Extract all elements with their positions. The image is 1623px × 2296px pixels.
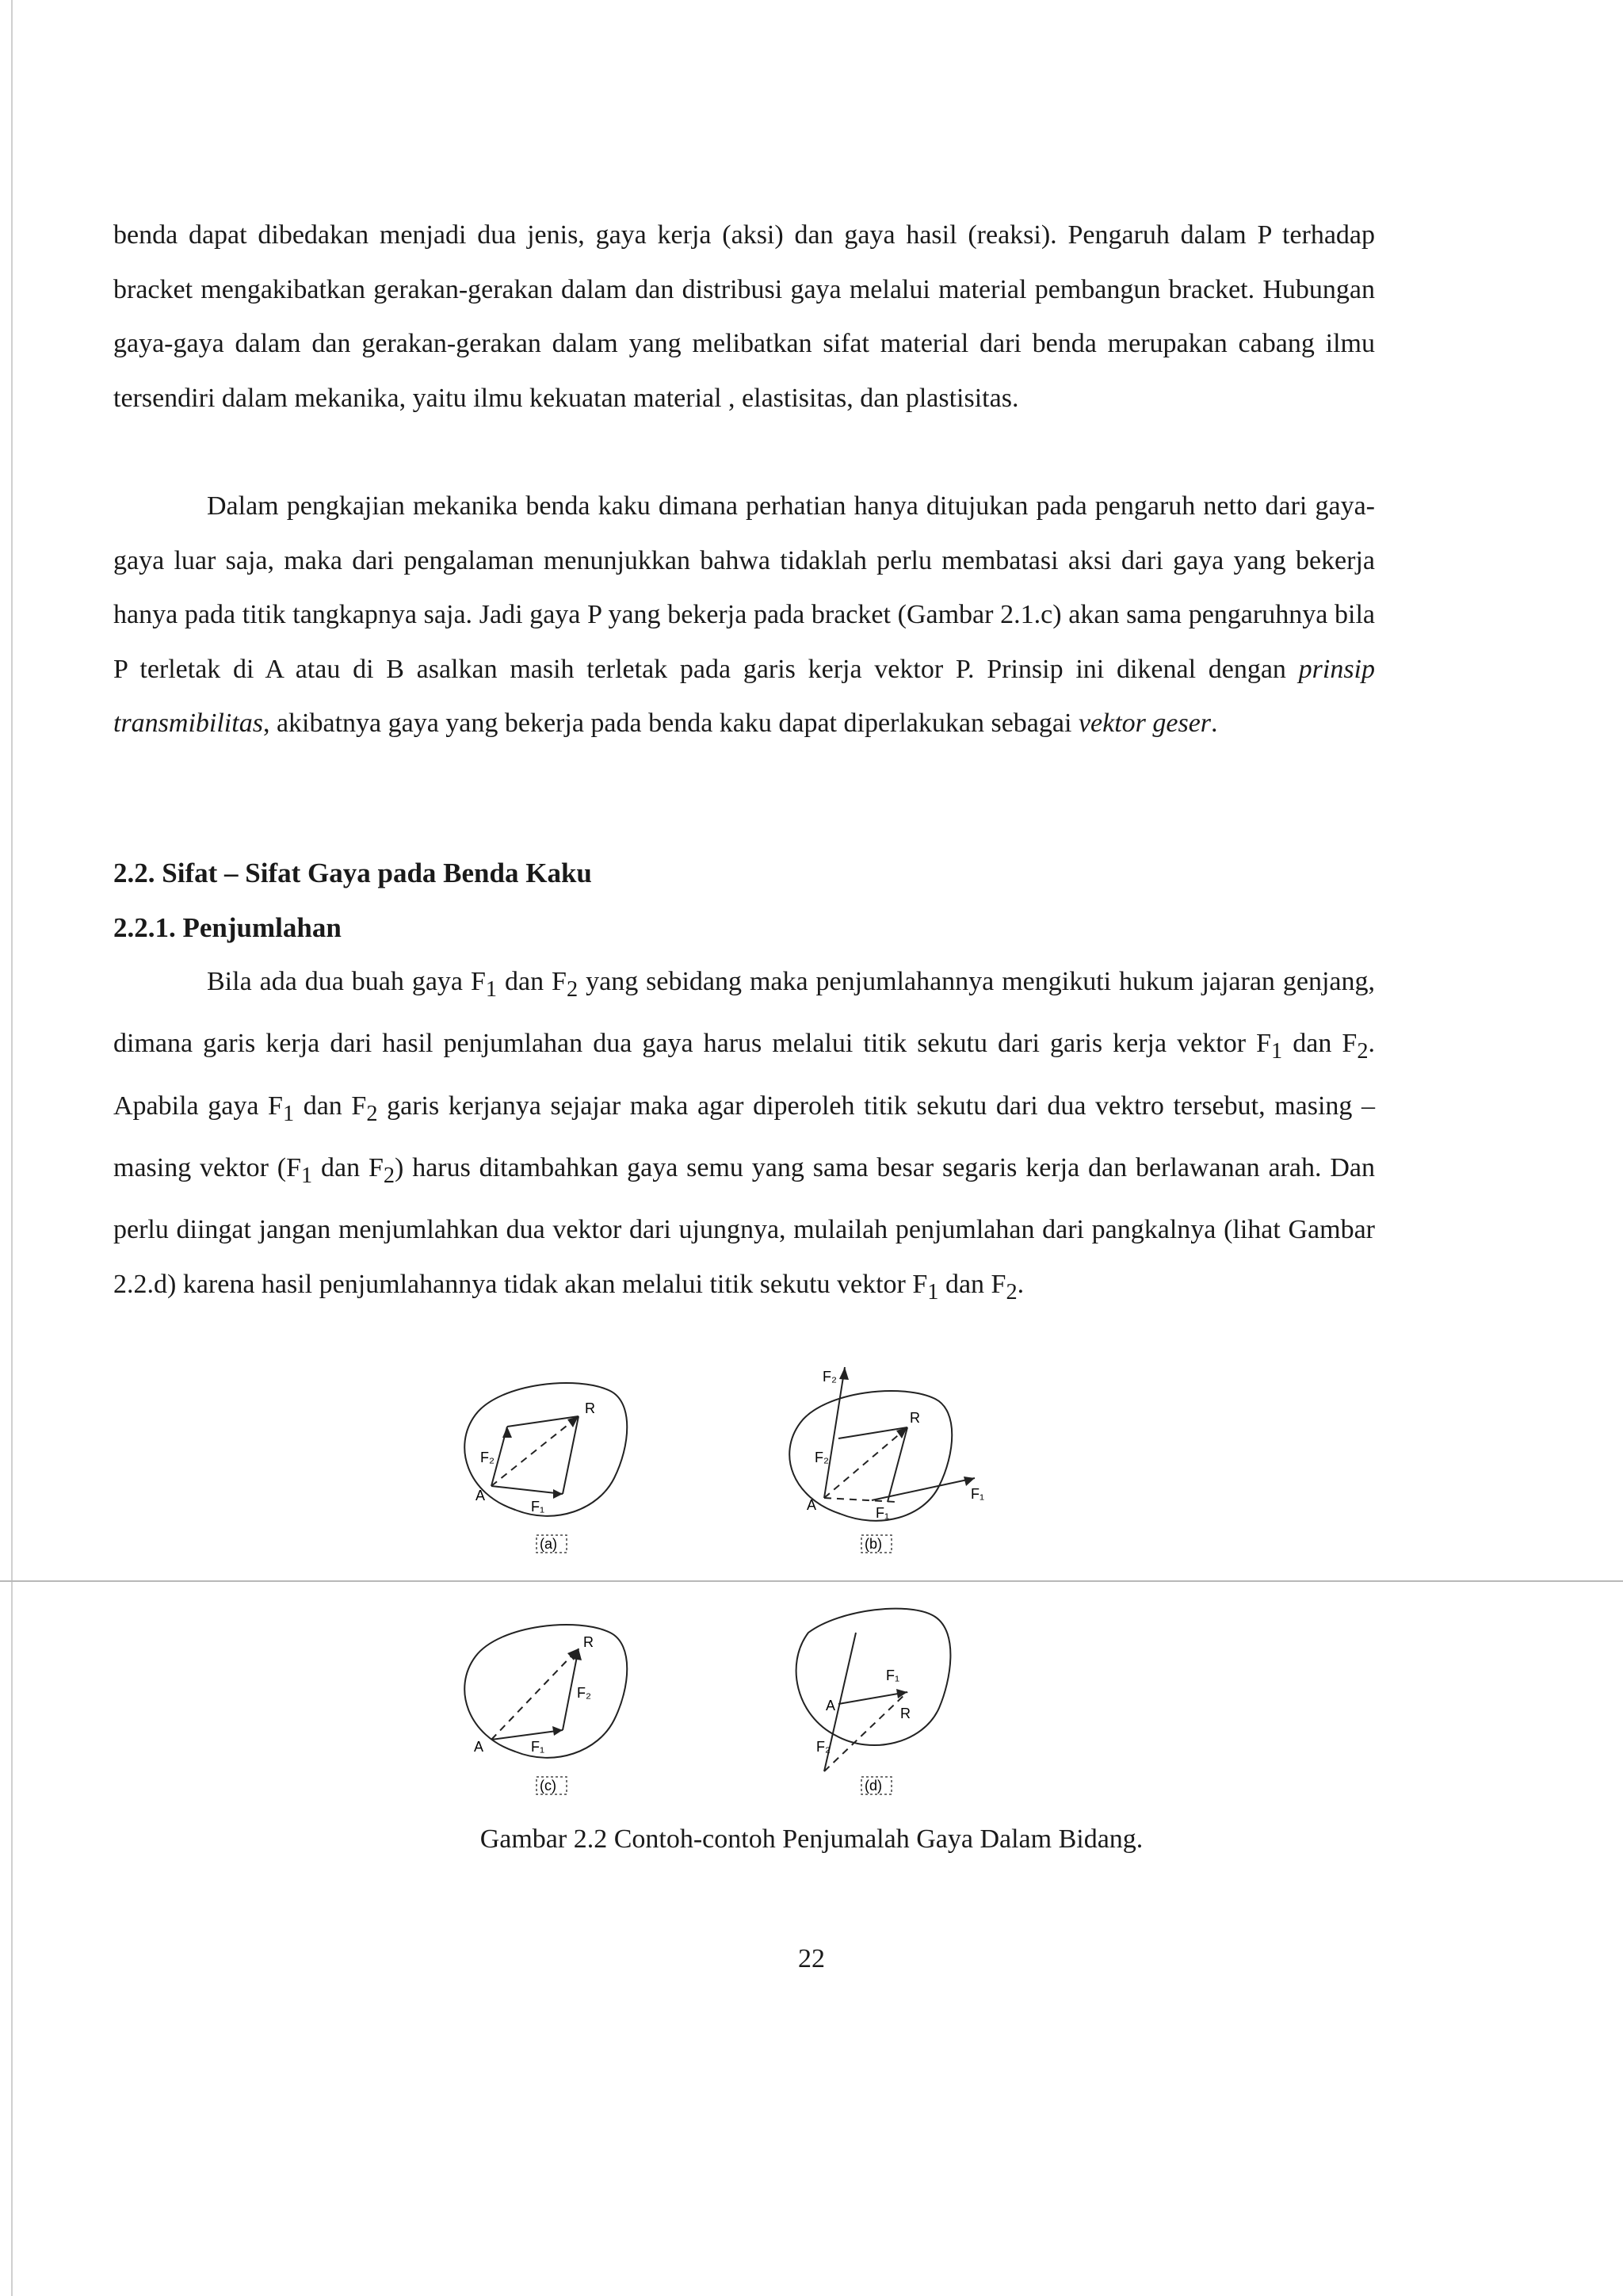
term-prinsip-transmibilitas: prinsip transmibilitas — [113, 654, 1375, 738]
panel-label-c: (c) — [540, 1778, 556, 1794]
figure-row-top — [412, 1359, 1030, 1557]
label-a: A — [807, 1497, 817, 1513]
f1-vector — [491, 1486, 563, 1494]
paragraph-3-text-h: dan F — [312, 1152, 384, 1182]
section-heading: 2.2. Sifat – Sifat Gaya pada Benda Kaku — [113, 858, 592, 888]
paragraph-3-text-c: yang sebidang maka penjumlahannya mengikuti hukum jajaran genjang, dimana garis kerja dari hasil penjumlahan dua gaya harus melalui titik sekutu dari garis kerja vektor F — [113, 967, 1376, 1059]
paragraph-3-text-j: dan F — [938, 1269, 1006, 1299]
paragraph-3-text-f: dan F — [294, 1091, 367, 1121]
subscript: 1 — [301, 1163, 313, 1188]
paragraph-2-block — [113, 479, 1375, 751]
paragraph-3 — [113, 955, 1375, 1320]
subscript: 2 — [566, 976, 579, 1002]
label-f2: F₂ — [815, 1450, 829, 1465]
parallelogram-diagram-b — [769, 1359, 991, 1557]
triangle-diagram-d — [769, 1601, 991, 1799]
paragraph-3-block — [113, 955, 1375, 1320]
figure-panel-b — [769, 1359, 991, 1557]
subscript: 2 — [366, 1101, 378, 1126]
paragraph-1-block — [113, 208, 1375, 426]
figure-row-bottom — [412, 1601, 1030, 1799]
paragraph-3-text-i: ) harus ditambahkan gaya semu yang sama besar segaris kerja dan berlawanan arah. Dan perlu diingat jangan menjumlahkan dua vektor dari ujungnya, mulailah penjumlahan dari pangkalnya (lihat Gambar 2.2.d) karena hasil penjumlahannya tidak akan melalui titik sekutu vektor F — [113, 1152, 1375, 1299]
paragraph-3-text-d: dan F — [1282, 1029, 1358, 1059]
subscript: 1 — [485, 976, 498, 1002]
triangle-diagram-c — [444, 1601, 666, 1799]
label-f1: F₁ — [531, 1499, 545, 1515]
figure-panel-d — [769, 1601, 991, 1799]
figure-panel-a — [444, 1359, 666, 1557]
panel-label-d: (d) — [865, 1778, 882, 1794]
subscript: 2 — [1006, 1279, 1018, 1305]
paragraph-2-text-a: Dalam pengkajian mekanika benda kaku dimana perhatian hanya ditujukan pada pengaruh netto dari gaya-gaya luar saja, maka dari pengalaman menunjukkan bahwa tidaklah perlu membatasi aksi dari gaya yang bekerja hanya pada titik tangkapnya saja. Jadi gaya P yang bekerja pada bracket (Gambar 2.1.c) akan sama pengaruhnya bila P terletak di A atau di B asalkan masih terletak pada garis kerja vektor P. Prinsip ini dikenal dengan — [113, 491, 1375, 684]
label-f2: F₂ — [816, 1739, 831, 1755]
label-r: R — [900, 1706, 911, 1721]
paragraph-1: benda dapat dibedakan menjadi dua jenis, gaya kerja (aksi) dan gaya hasil (reaksi). Pengaruh dalam P terhadap bracket mengakibatkan gerakan-gerakan dalam dan distribusi gaya melalui material pembangun bracket. Hubungan gaya-gaya dalam dan gerakan-gerakan dalam yang melibatkan sifat material dari benda merupakan cabang ilmu tersendiri dalam mekanika, yaitu ilmu kekuatan material , elastisitas, dan plastisitas. — [113, 220, 1375, 413]
label-r: R — [585, 1400, 595, 1416]
scan-divider-line — [0, 1580, 1623, 1582]
label-r: R — [583, 1634, 594, 1650]
page-number: 22 — [798, 1944, 825, 1973]
figure-panel-c — [444, 1601, 666, 1799]
subscript: 1 — [282, 1101, 295, 1126]
paragraph-3-text-k: . — [1017, 1269, 1025, 1299]
paragraph-3-text-a: Bila ada dua buah gaya F — [207, 967, 486, 996]
subscript: 1 — [927, 1279, 939, 1305]
resultant-r — [491, 1416, 579, 1486]
paragraph-3-text-e: . Apabila gaya F — [113, 1029, 1375, 1121]
subscript: 1 — [1271, 1039, 1283, 1064]
subsection-heading: 2.2.1. Penjumlahan — [113, 912, 342, 943]
paragraph-2-text-c: . — [1211, 709, 1218, 738]
panel-label-b: (b) — [865, 1536, 882, 1552]
label-a: A — [826, 1698, 836, 1713]
label-f1: F₁ — [531, 1739, 545, 1755]
label-a: A — [475, 1488, 486, 1503]
paragraph-3-text-b: dan F — [497, 967, 567, 996]
figure-caption: Gambar 2.2 Contoh-contoh Penjumalah Gaya Dalam Bidang. — [479, 1824, 1144, 1854]
label-a: A — [474, 1739, 484, 1755]
label-r: R — [910, 1410, 920, 1426]
paragraph-3-text-g: garis kerjanya sejajar maka agar diperoleh titik sekutu dari dua vektro tersebut, masing – masing vektor (F — [113, 1091, 1376, 1182]
label-f1: F₁ — [876, 1505, 890, 1521]
label-f1: F₁ — [886, 1668, 900, 1683]
paragraph-2-text-b: , akibatnya gaya yang bekerja pada benda kaku dapat diperlakukan sebagai — [262, 709, 1079, 738]
label-f2: F₂ — [823, 1369, 837, 1385]
label-f2: F₂ — [577, 1685, 591, 1701]
subscript: 2 — [1357, 1039, 1369, 1064]
term-vektor-geser: vektor geser — [1078, 709, 1212, 738]
subscript: 2 — [383, 1163, 395, 1188]
parallelogram-diagram-a — [444, 1359, 666, 1557]
label-f1: F₁ — [971, 1486, 985, 1502]
panel-label-a: (a) — [540, 1536, 557, 1552]
label-f2: F₂ — [480, 1450, 495, 1465]
paragraph-2 — [113, 479, 1375, 751]
